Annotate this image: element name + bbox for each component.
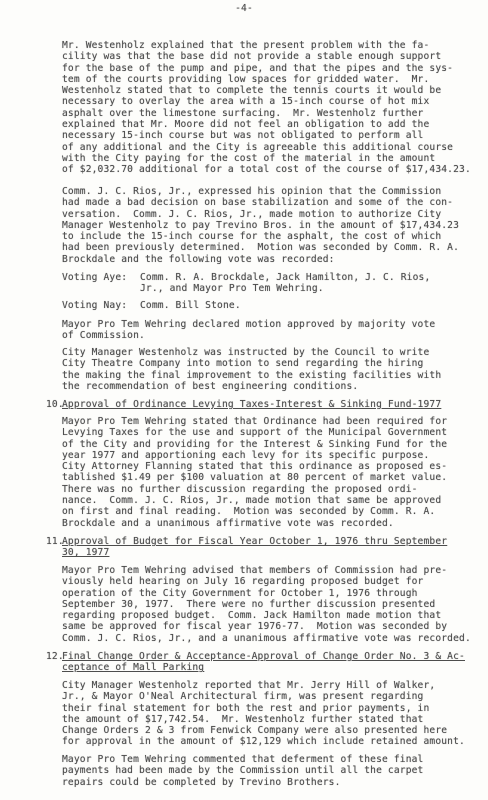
text-line: explained that Mr. Moore did not feel an obligation to add the (62, 119, 430, 131)
item-heading (62, 399, 441, 410)
text-line: the making the final improvement to the existing facilities with (62, 369, 442, 381)
text-line: Comm. J. C. Rios, Jr., and a unanimous affirmative vote was recorded. (62, 632, 471, 644)
text-line: tem of the courts providing low spaces for gridded water. Mr. (62, 73, 430, 85)
text-line: of any additional and the City is agreeable this additional course (62, 141, 454, 153)
voting-aye (62, 272, 482, 295)
paragraph-instruction (62, 347, 441, 392)
text-line: Manager Westenholz to pay Trevino Bros. in the amount of $17,434.23 (62, 219, 460, 231)
text-line: Levying Taxes for the use and support of the Municipal Government (62, 427, 448, 439)
text-line: same be approved for fiscal year 1976-77. Motion was seconded by (62, 621, 448, 633)
text-line: with the City paying for the cost of the material in the amount (62, 152, 436, 164)
text-line: operation of the City Government for October 1, 1976 through (62, 587, 418, 599)
item-paragraph (62, 680, 465, 748)
text-line: repairs could be completed by Trevino Brothers. (62, 776, 341, 788)
paragraph-rios-motion (62, 186, 459, 265)
text-line: Jr., & Mayor O'Neal Architectural firm, was present regarding (62, 691, 424, 703)
text-line: the amount of $17,742.54. Mr. Westenholz further stated that (62, 713, 424, 725)
text-line: September 30, 1977. There were no further discussion presented (62, 598, 436, 610)
text-line: Mr. Westenholz explained that the present problem with the fa- (62, 40, 430, 51)
item-heading (62, 651, 465, 674)
text-line: Approval of Budget for Fiscal Year October 1, 1976 thru September (62, 536, 448, 547)
voting-aye-label: Voting Aye: (62, 272, 128, 283)
item-heading (62, 536, 447, 559)
voting-nay (62, 300, 482, 312)
text-line: on first and final reading. Motion was seconded by Comm. R. A. (62, 506, 436, 518)
voting-nay-names (140, 300, 241, 311)
text-line: their final statement for both the rest and prior payments, in (62, 702, 430, 714)
text-line: versation. Comm. J. C. Rios, Jr., made motion to authorize City (62, 208, 442, 220)
text-line: payments had been made by the Commission until all the carpet (62, 765, 424, 777)
voting-nay-label: Voting Nay: (62, 300, 128, 311)
text-line: of $2,032.70 additional for a total cost of the course of $17,434.23. (62, 164, 471, 176)
item-number: 11. (46, 536, 64, 547)
text-line: Approval of Ordinance Levying Taxes-Interest & Sinking Fund-1977 (62, 399, 442, 410)
item-paragraph (62, 754, 423, 788)
text-line: City Manager Westenholz was instructed by the Council to write (62, 347, 430, 358)
text-line: had been previously determined. Motion was seconded by Comm. R. A. (62, 242, 460, 254)
text-line: Mayor Pro Tem Wehring commented that deferment of these final (62, 754, 424, 765)
text-line: Brockdale and the following vote was recorded: (62, 253, 335, 265)
text-line: 30, 1977 (62, 547, 110, 559)
item-number: 10. (46, 399, 64, 410)
text-line: nance. Comm. J. C. Rios, Jr., made motion that same be approved (62, 495, 442, 507)
text-line: necessary 15-inch course but was not obligated to perform all (62, 130, 424, 142)
paragraph-declaration (62, 319, 435, 342)
text-line: for the base of the pump and pipe, and that the pipes and the sys- (62, 62, 454, 74)
text-line: of Commission. (62, 330, 145, 342)
text-line: regarding proposed budget. Comm. Jack Hamilton made motion that (62, 610, 442, 622)
page-number: -4- (235, 3, 253, 14)
text-line: City Attorney Flanning stated that this ordinance as proposed es- (62, 461, 448, 473)
voting-aye-names (140, 272, 430, 295)
text-line: viously held hearing on July 16 regarding proposed budget for (62, 576, 424, 588)
text-line: Final Change Order & Acceptance-Approval of Change Order No. 3 & Ac- (62, 651, 465, 662)
item-paragraph (62, 416, 447, 529)
text-line: Comm. R. A. Brockdale, Jack Hamilton, J. C. Rios, (140, 272, 431, 283)
item-number: 12. (46, 651, 64, 662)
text-line: Mayor Pro Tem Wehring stated that Ordinance had been required for (62, 416, 448, 427)
text-line: the recommendation of best engineering conditions. (62, 380, 359, 392)
text-line: ceptance of Mall Parking (62, 662, 205, 674)
paragraph-westenholz-explanation (62, 40, 471, 176)
text-line: There was no further discussion regarding the proposed ordi- (62, 483, 418, 495)
text-line: City Theatre Company into motion to send regarding the hiring (62, 358, 424, 370)
text-line: had made a bad decision on base stabilization and some of the con- (62, 197, 454, 209)
text-line: to include the 15-inch course for the asphalt, the cost of which (62, 231, 442, 243)
text-line: asphalt over the limestone surfacing. Mr. Westenholz further (62, 107, 424, 119)
text-line: Jr., and Mayor Pro Tem Wehring. (140, 283, 324, 295)
text-line: Mayor Pro Tem Wehring advised that members of Commission had pre- (62, 565, 448, 576)
text-line: Mayor Pro Tem Wehring declared motion approved by majority vote (62, 319, 436, 330)
text-line: necessary to overlay the area with a 15-inch course of hot mix (62, 96, 430, 108)
text-line: City Manager Westenholz reported that Mr. Jerry Hill of Walker, (62, 680, 436, 691)
text-line: Westenholz stated that to complete the tennis courts it would be (62, 85, 442, 97)
text-line: Comm. Bill Stone. (140, 300, 241, 311)
text-line: year 1977 and apportioning each levy for its specific purpose. (62, 449, 430, 461)
item-paragraph (62, 565, 471, 644)
text-line: of the City and providing for the Interest & Sinking Fund for the (62, 438, 448, 450)
text-line: Brockdale and a unanimous affirmative vote was recorded. (62, 517, 394, 529)
text-line: Change Orders 2 & 3 from Fenwick Company were also presented here (62, 725, 448, 737)
text-line: tablished $1.49 per $100 valuation at 80 percent of market value. (62, 472, 448, 484)
text-line: Comm. J. C. Rios, Jr., expressed his opinion that the Commission (62, 186, 442, 197)
text-line: for approval in the amount of $12,129 which include retained amount. (62, 736, 465, 748)
text-line: cility was that the base did not provide a stable enough support (62, 51, 442, 63)
